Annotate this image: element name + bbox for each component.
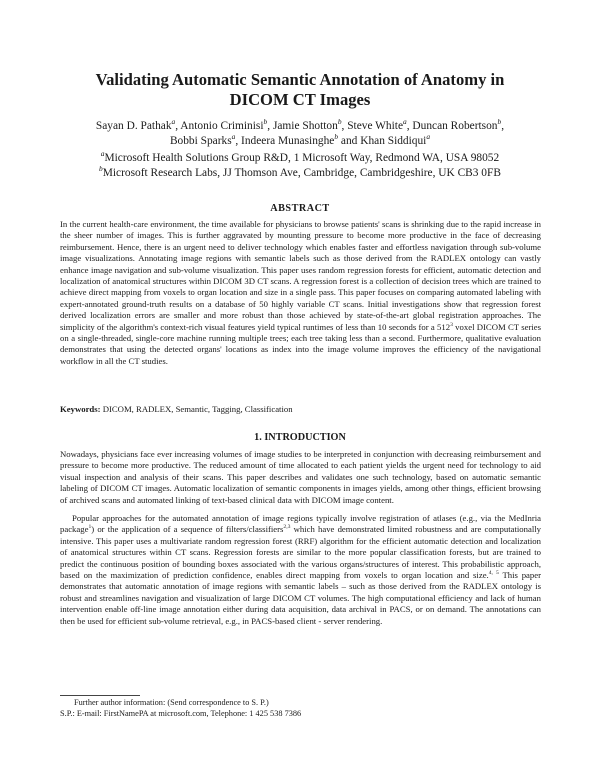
paper-title <box>60 70 540 110</box>
keywords <box>60 404 541 415</box>
author: Bobbi Sparks$^a$, <box>169 132 242 147</box>
footnote: S.P.: E-mail: FirstNamePA at microsoft.com, Telephone: 1 425 538 7386 <box>60 708 302 718</box>
author-list <box>55 119 545 149</box>
footnote-rule <box>60 695 140 696</box>
affiliation: $^a$Microsoft Health Solutions Group R&D, 1 Microsoft Way, Redmond WA, USA 98052 <box>100 149 500 164</box>
author: Khan Siddiqui$^a$ <box>360 132 431 147</box>
keywords-label: Keywords: <box>60 404 101 414</box>
author: Indeera Munasinghe$^b$ and <box>241 132 361 147</box>
author: Jamie Shotton$^b$, <box>272 117 348 132</box>
section-heading-introduction: 1. INTRODUCTION <box>254 432 346 443</box>
affiliations <box>55 151 545 181</box>
footnote: Further author information: (Send correspondence to S. P.) <box>74 698 269 707</box>
introduction-body <box>60 449 541 634</box>
author: Steve White$^a$, <box>347 117 413 132</box>
author: Sayan D. Pathak$^a$, <box>95 117 181 132</box>
affiliation: $^b$Microsoft Research Labs, JJ Thomson Ave, Cambridge, Cambridgeshire, UK CB3 0FB <box>99 164 501 179</box>
intro-paragraph: Popular approaches for the automated annotation of image regions typically involve registration of atlases (e.g., via the MedInria package$^1$) or the application of a sequence of filters/classifiers$^{2,3}$ which have demonstrated limited robustness and are computationally intensive. This paper uses a multivariate random regression forest (RRF) algorithm for the efficient automatic detection and localization of anatomical structures within CT scans. Regression forests are similar to the more popular classification forests, but are trained to predict the continuous position of bounding boxes associated with the various organs/structures of interest. This probabilistic approach, based on the maximization of prediction confidence, enables direct mapping from voxels to organ location and size.$^{4, 5}$ This paper demonstrates that automatic annotation of image regions with semantic labels – such as those derived from the RADLEX ontology is robust and streamlines navigation and visualization of large DICOM CT volumes. The high computational efficiency and lack of human intervention enable off-line image annotation either during data acquisition, data archival in PACS, or on demand. The annotations can then be used for efficient sub-volume retrieval, e.g., in PACS-based client - server rendering. <box>60 513 542 626</box>
footnotes <box>60 698 540 720</box>
intro-paragraph: Nowadays, physicians face ever increasing volumes of image studies to be interpreted in conjunction with decreasing reimbursement and pressure to become more productive. The reduced amount of time allocated to each patient yields the urgent need for technology to aid visual inspection and analysis of their scans. This paper describes and validates one such technology, based on automatic semantic labeling of DICOM CT images. Automatic localization of semantic components in images yields, among other things, efficient browsing of archived scans and automated linking of text-based clinical data with DICOM image content. <box>60 449 541 505</box>
abstract-text: In the current health-care environment, the time available for physicians to browse patients' scans is shrinking due to the rapid increase in the sheer number of images. This is further aggravated by mounting pressure to become more productive in the face of decreasing reimbursement. Hence, there is an urgent need to deliver technology which enables faster and effortless navigation through sub-volume image visualizations. Annotating image regions with semantic labels such as those derived from the RADLEX ontology can vastly enhance image navigation and sub-volume visualization. This paper uses random regression forests for efficient, automatic detection and localization of anatomical structures within DICOM 3D CT scans. A regression forest is a collection of decision trees which are trained to achieve direct mapping from voxels to organ location and size in a single pass. This paper focuses on comparing automated labeling with expert-annotated ground-truth results on a database of 50 highly variable CT scans. Initial investigations show that regression forest derived localization errors are smaller and more robust than those achieved by state-of-the-art global registration approaches. The simplicity of the algorithm's context-rich visual features yield typical runtimes of less than 10 seconds for a $512^3$ voxel DICOM CT series on a single-threaded, single-core machine running multiple trees; each tree taking less than a second. Furthermore, qualitative evaluation demonstrates that using the detected organs' locations as index into the image volume improves the efficiency of the navigational workflow in all the CT studies. <box>60 219 541 366</box>
title-line-1: Validating Automatic Semantic Annotation of Anatomy in <box>95 70 505 89</box>
author: Duncan Robertson$^b$, <box>412 117 505 132</box>
keywords-value: DICOM, RADLEX, Semantic, Tagging, Classification <box>102 404 293 414</box>
title-line-2: DICOM CT Images <box>229 90 371 109</box>
author: Antonio Criminisi$^b$, <box>180 117 273 132</box>
abstract-heading: ABSTRACT <box>270 203 330 214</box>
